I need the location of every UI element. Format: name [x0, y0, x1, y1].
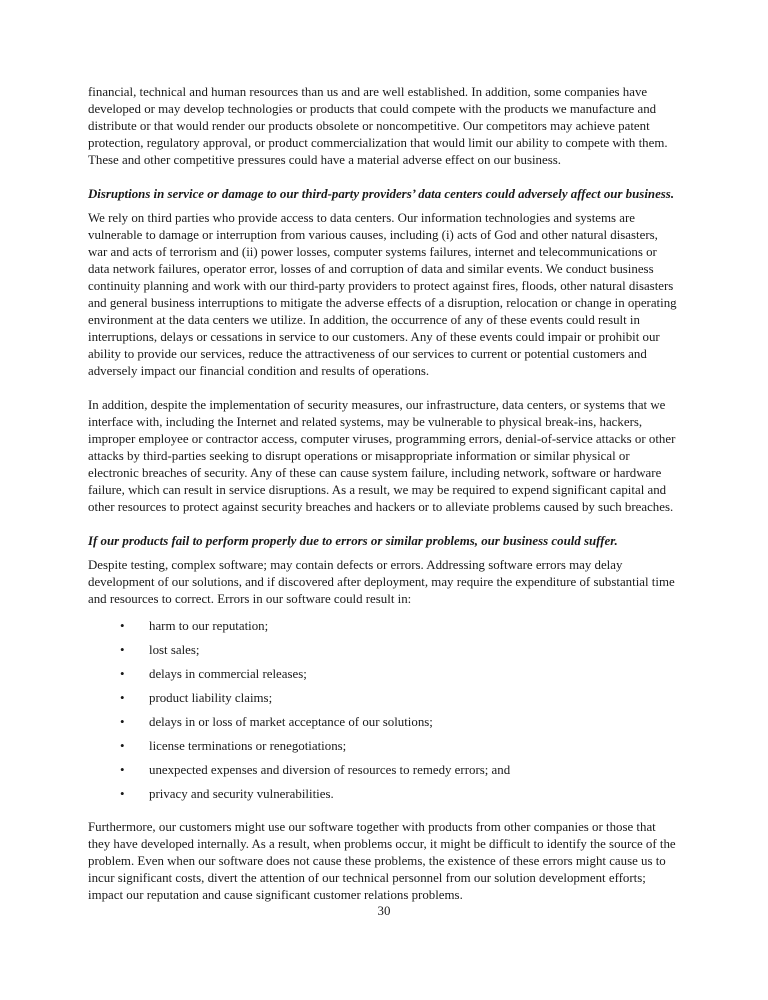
- list-item: [88, 714, 680, 731]
- bullet-icon: •: [120, 691, 125, 705]
- list-item-text: privacy and security vulnerabilities.: [149, 787, 334, 801]
- closing-paragraph: Furthermore, our customers might use our software together with products from other companies or those that they have developed internally. As a result, when problems occur, it might be difficult to identify the source of the problem. Even when our software does not cause these problems, the existence of these errors might cause us to incur significant costs, divert the attention of our technical personnel from our solution development efforts; impact our reputation and cause significant customer relations problems.: [88, 820, 676, 902]
- bullet-icon: •: [120, 763, 125, 777]
- section-product-errors-risk: [88, 533, 680, 904]
- section-heading: Disruptions in service or damage to our third-party providers’ data centers could adversely affect our business.: [88, 187, 675, 201]
- list-item: [88, 762, 680, 779]
- body-paragraph: Despite testing, complex software; may contain defects or errors. Addressing software errors may delay development of our solutions, and if discovered after deployment, may require the expenditure of substantial time and resources to correct. Errors in our software could result in:: [88, 558, 675, 606]
- bullet-icon: •: [120, 787, 125, 801]
- list-item: [88, 642, 680, 659]
- body-paragraph: In addition, despite the implementation of security measures, our infrastructure, data centers, or systems that we interface with, including the Internet and related systems, may be vulnerable to physical break-ins, hackers, improper employee or contractor access, computer viruses, programming errors, denial-of-service attacks or other attacks by third-parties seeking to disrupt operations or misappropriate information or similar physical or electronic breaches of security. Any of these can cause system failure, including network, software or hardware failure, which can result in service disruptions. As a result, we may be required to expend significant capital and other resources to protect against security breaches and hackers or to alleviate problems caused by such breaches.: [88, 398, 676, 514]
- list-item-text: lost sales;: [149, 643, 200, 657]
- list-item-text: license terminations or renegotiations;: [149, 739, 347, 753]
- bullet-icon: •: [120, 715, 125, 729]
- list-item-text: harm to our reputation;: [149, 619, 269, 633]
- error-consequences-list: [88, 618, 680, 803]
- list-item-text: delays in commercial releases;: [149, 667, 307, 681]
- bullet-icon: •: [120, 667, 125, 681]
- list-item: [88, 618, 680, 635]
- document-page: [88, 84, 680, 921]
- intro-paragraph: financial, technical and human resources than us and are well established. In addition, some companies have developed or may develop technologies or products that could compete with the products we manufacture and distribute or that would render our products obsolete or noncompetitive. Our competitors may achieve patent protection, regulatory approval, or product commercialization that would limit our ability to compete with them. These and other competitive pressures could have a material adverse effect on our business.: [88, 85, 668, 167]
- bullet-icon: •: [120, 643, 125, 657]
- list-item-text: unexpected expenses and diversion of resources to remedy errors; and: [149, 763, 511, 777]
- list-item: [88, 666, 680, 683]
- list-item: [88, 690, 680, 707]
- body-paragraph: We rely on third parties who provide access to data centers. Our information technologies and systems are vulnerable to damage or interruption from various causes, including (i) acts of God and other natural disasters, war and acts of terrorism and (ii) power losses, computer systems failures, internet and telecommunications or data network failures, operator error, losses of and corruption of data and similar events. We conduct business continuity planning and work with our third-party providers to protect against fires, floods, other natural disasters and general business interruptions to mitigate the adverse effects of a disruption, relocation or change in operating environment at the data centers we utilize. In addition, the occurrence of any of these events could result in interruptions, delays or cessations in service to our customers. Any of these events could impair or prohibit our ability to provide our services, reduce the attractiveness of our services to current or potential customers and adversely impact our financial condition and results of operations.: [88, 211, 677, 378]
- bullet-icon: •: [120, 739, 125, 753]
- list-item-text: product liability claims;: [149, 691, 273, 705]
- bullet-icon: •: [120, 619, 125, 633]
- page-number: 30: [377, 904, 391, 918]
- section-data-center-risk: [88, 186, 680, 516]
- section-heading: If our products fail to perform properly due to errors or similar problems, our business could suffer.: [88, 534, 618, 548]
- list-item: [88, 738, 680, 755]
- list-item-text: delays in or loss of market acceptance of our solutions;: [149, 715, 433, 729]
- list-item: [88, 786, 680, 803]
